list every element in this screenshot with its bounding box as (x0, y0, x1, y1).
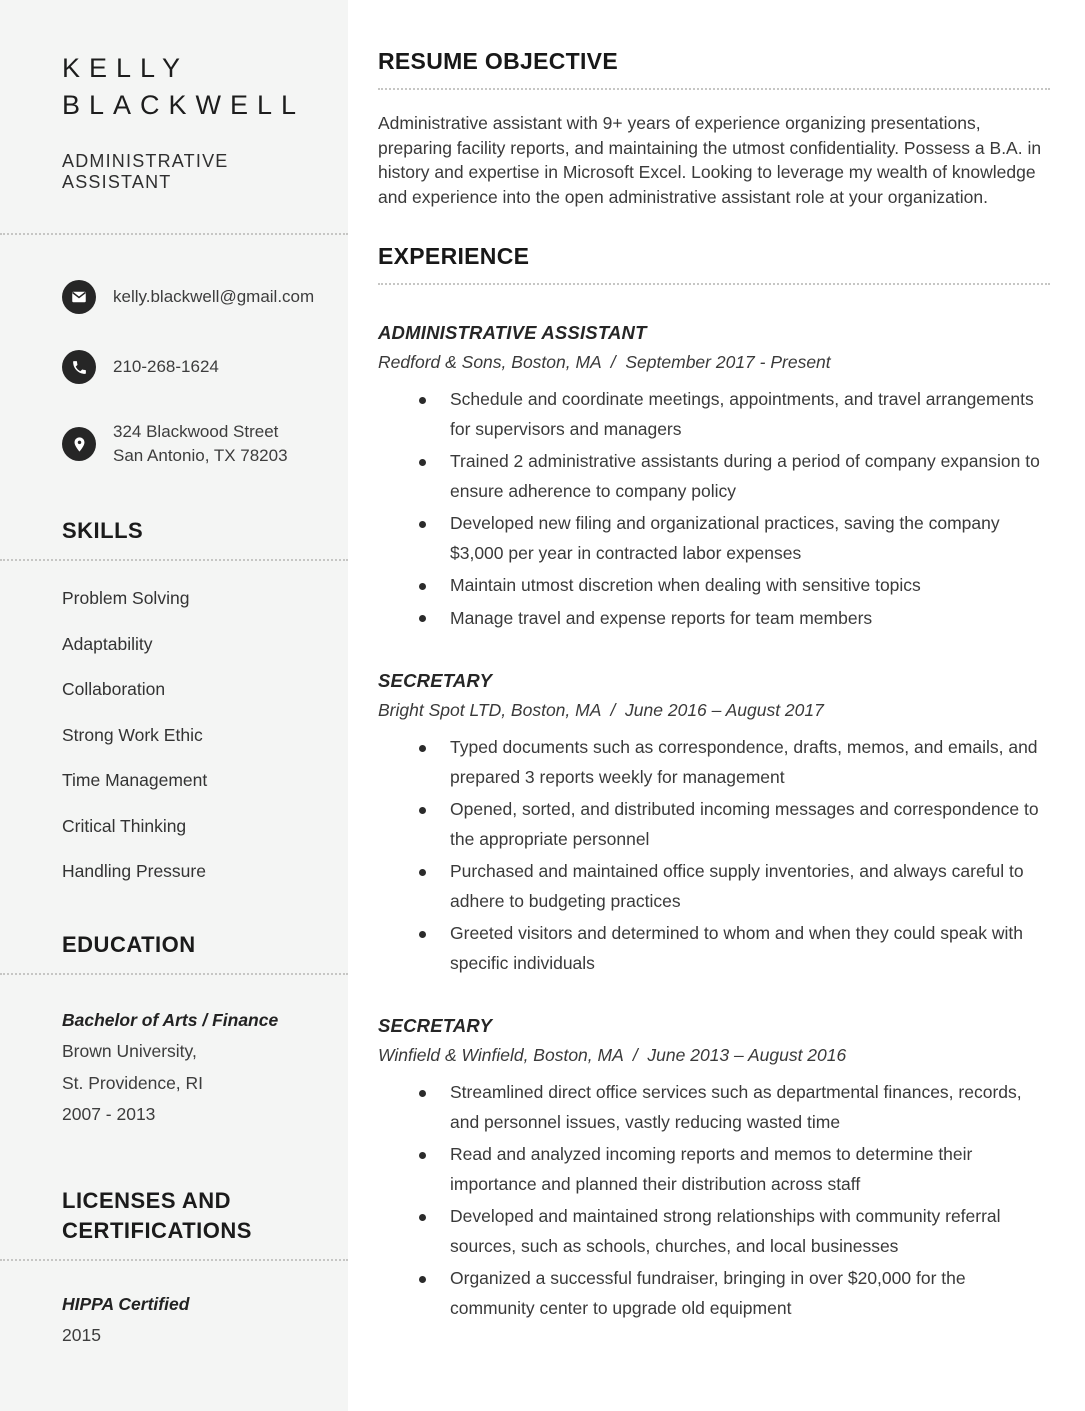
objective-heading: RESUME OBJECTIVE (378, 48, 618, 74)
job-bullet: Developed new filing and organizational practices, saving the company $3,000 per year in contracted labor expenses (417, 509, 1050, 568)
certification-name: HIPPA Certified (62, 1293, 190, 1314)
skill-item: Problem Solving (62, 588, 190, 608)
email-icon (62, 280, 96, 314)
skills-list (62, 588, 322, 882)
education-school: Brown University, (62, 1041, 197, 1061)
person-job-title: ADMINISTRATIVE ASSISTANT (62, 151, 229, 192)
contact-phone: 210-268-1624 (113, 357, 219, 376)
skill-item: Strong Work Ethic (62, 724, 203, 745)
education-divider (0, 973, 348, 975)
job-bullet: Typed documents such as correspondence, drafts, memos, and emails, and prepared 3 reports weekly for management (417, 733, 1050, 792)
objective-text: Administrative assistant with 9+ years of experience organizing presentations, preparing facility reports, and maintaining the utmost confidentiality. Possess a B.A. in history and expertise in Microsoft Excel. Looking to leverage my wealth of knowledge and experience into the open administrative assistant role at your organization. (378, 113, 1042, 207)
skill-item: Collaboration (62, 679, 166, 699)
job-bullet: Schedule and coordinate meetings, appointments, and travel arrangements for supervisors and managers (417, 385, 1050, 444)
contact-section (62, 280, 322, 468)
skills-divider (0, 559, 348, 561)
contact-address-line1: 324 Blackwood Street (113, 422, 279, 441)
skills-heading: SKILLS (62, 518, 144, 543)
job-entry (378, 322, 1050, 633)
job-entry (378, 1015, 1050, 1323)
job-bullet: Purchased and maintained office supply inventories, and always careful to adhere to budgeting practices (417, 857, 1050, 916)
job-bullet: Developed and maintained strong relationships with community referral sources, such as schools, churches, and local businesses (417, 1202, 1050, 1261)
job-bullet: Streamlined direct office services such as departmental finances, records, and personnel issues, vastly reducing wasted time (417, 1078, 1050, 1137)
contact-address (113, 420, 288, 468)
licenses-section (62, 1186, 322, 1352)
job-bullet: Manage travel and expense reports for team members (417, 604, 1050, 634)
job-title: SECRETARY (378, 1015, 493, 1036)
skills-section (62, 516, 322, 882)
skill-item: Handling Pressure (62, 861, 206, 881)
experience-section (378, 243, 1050, 1323)
education-section (62, 930, 322, 1131)
sidebar (0, 0, 348, 1411)
job-meta: Winfield & Winfield, Boston, MA / June 2013 – August 2016 (378, 1045, 847, 1065)
sidebar-divider (0, 233, 348, 235)
education-entry (62, 1005, 322, 1131)
main-column (378, 0, 1050, 1326)
certification-entry (62, 1289, 322, 1352)
job-bullet: Trained 2 administrative assistants during a period of company expansion to ensure adherence to company policy (417, 447, 1050, 506)
skill-item: Time Management (62, 770, 208, 790)
licenses-divider (0, 1259, 348, 1261)
job-meta: Bright Spot LTD, Boston, MA / June 2016 – August 2017 (378, 700, 824, 720)
education-heading: EDUCATION (62, 932, 196, 957)
contact-row-phone (62, 350, 322, 384)
education-years: 2007 - 2013 (62, 1104, 156, 1124)
objective-divider (378, 88, 1050, 90)
job-bullet-list (378, 385, 1050, 633)
person-name-line1: KELLY (62, 53, 190, 83)
job-bullet: Opened, sorted, and distributed incoming messages and correspondence to the appropriate personnel (417, 795, 1050, 854)
licenses-heading: LICENSES AND CERTIFICATIONS (62, 1187, 252, 1243)
skill-item: Critical Thinking (62, 815, 187, 836)
job-bullet: Maintain utmost discretion when dealing with sensitive topics (417, 571, 1050, 601)
job-bullet-list (378, 733, 1050, 978)
certification-year: 2015 (62, 1324, 101, 1345)
location-icon (62, 427, 96, 461)
experience-divider (378, 283, 1050, 285)
phone-icon (62, 350, 96, 384)
person-name (62, 50, 322, 124)
person-name-line2: BLACKWELL (62, 90, 306, 120)
experience-heading: EXPERIENCE (378, 243, 530, 269)
job-bullet: Read and analyzed incoming reports and memos to determine their importance and planned their distribution across staff (417, 1140, 1050, 1199)
job-bullet-list (378, 1078, 1050, 1323)
job-meta: Redford & Sons, Boston, MA / September 2017 - Present (378, 352, 831, 372)
contact-row-address (62, 420, 322, 468)
skill-item: Adaptability (62, 633, 153, 654)
contact-row-email (62, 280, 322, 314)
job-title: SECRETARY (378, 670, 493, 691)
job-bullet: Organized a successful fundraiser, bringing in over $20,000 for the community center to upgrade old equipment (417, 1264, 1050, 1323)
job-bullet: Greeted visitors and determined to whom and when they could speak with specific individuals (417, 919, 1050, 978)
job-entry (378, 670, 1050, 978)
contact-email: kelly.blackwell@gmail.com (113, 287, 315, 306)
education-location: St. Providence, RI (62, 1072, 204, 1093)
job-title: ADMINISTRATIVE ASSISTANT (378, 322, 647, 343)
education-degree: Bachelor of Arts / Finance (62, 1010, 279, 1030)
objective-section (378, 48, 1050, 209)
contact-address-line2: San Antonio, TX 78203 (113, 446, 288, 465)
